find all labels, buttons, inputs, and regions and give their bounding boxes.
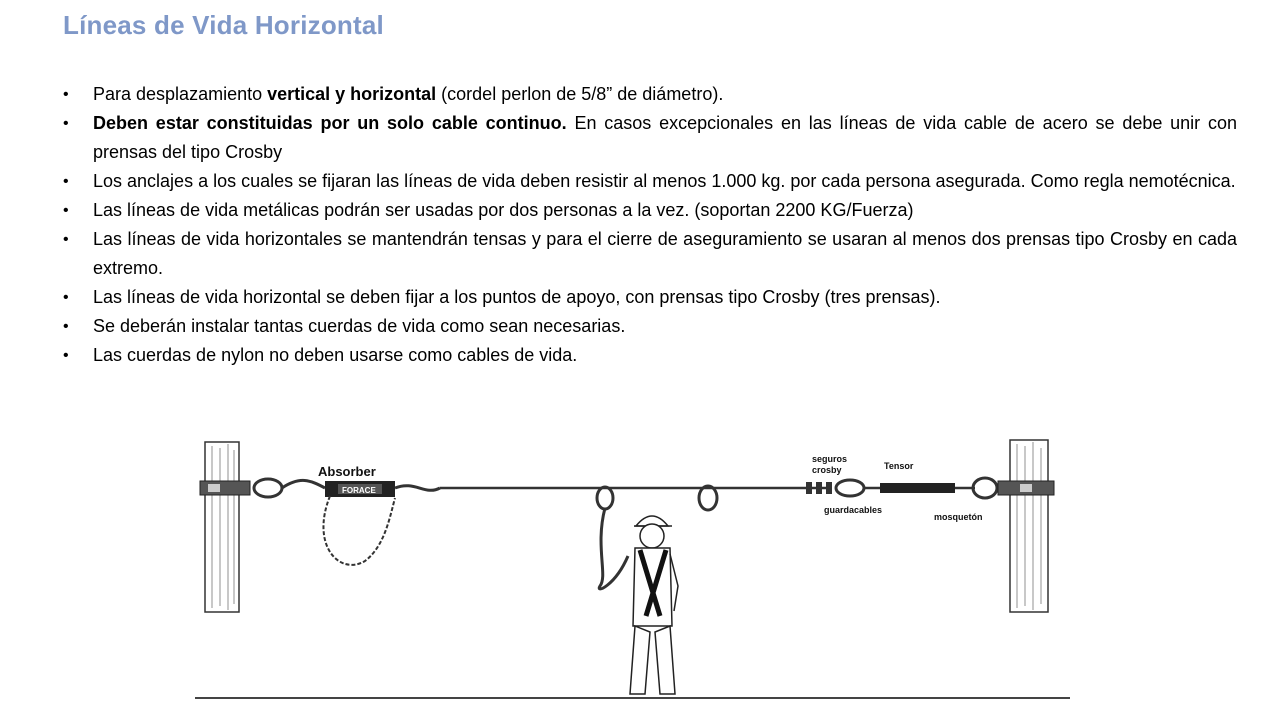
- bullet-item: [63, 109, 1237, 167]
- bullet-item: [63, 341, 1237, 370]
- absorber-slack: [323, 496, 395, 565]
- bullet-dot: •: [63, 86, 69, 103]
- bullet-dot: •: [63, 318, 69, 335]
- bullet-text: Las líneas de vida horizontal se deben fijar a los puntos de apoyo, con prensas tipo Crosby (tres prensas).: [93, 287, 941, 307]
- bullet-item: [63, 80, 1237, 109]
- bullet-text: Las líneas de vida metálicas podrán ser usadas por dos personas a la vez. (soportan 2200 KG/Fuerza): [93, 200, 914, 220]
- bullet-bold-text: vertical y horizontal: [267, 84, 437, 104]
- bullet-bold-text: Deben estar constituidas por un solo cable continuo.: [93, 113, 567, 133]
- left-anchor-strap: [200, 481, 250, 495]
- right-carabiner: [973, 478, 997, 498]
- right-post: [1010, 440, 1048, 612]
- right-anchor-strap: [998, 481, 1054, 495]
- absorber-brand-text: FORACE: [342, 486, 376, 495]
- crosby-clamps: [806, 482, 832, 494]
- guardacables-label: guardacables: [824, 505, 883, 515]
- bullet-text: Las cuerdas de nylon no deben usarse como cables de vida.: [93, 345, 578, 365]
- bullet-text: Las líneas de vida horizontales se mantendrán tensas y para el cierre de aseguramiento se usaran al menos dos prensas tipo Crosby en cada extremo.: [93, 229, 1237, 278]
- bullet-text: (cordel perlon de 5/8” de diámetro).: [436, 84, 724, 104]
- bullet-text: Se deberán instalar tantas cuerdas de vida como sean necesarias.: [93, 316, 626, 336]
- tensor-label: Tensor: [884, 461, 914, 471]
- worker-lanyard: [599, 508, 628, 589]
- bullet-dot: •: [63, 202, 69, 219]
- bullet-dot: •: [63, 347, 69, 364]
- bullet-item: [63, 225, 1237, 283]
- bullet-text: En casos excepcionales en las líneas de vida cable de acero se debe unir con prensas del tipo Crosby: [93, 113, 1237, 162]
- seguros-label: seguros: [812, 454, 848, 464]
- bullet-item: [63, 196, 1237, 225]
- tensor: [864, 483, 975, 493]
- bullet-text: Para desplazamiento: [93, 84, 268, 104]
- mosqueton-label: mosquetón: [934, 512, 983, 522]
- bullet-dot: •: [63, 173, 69, 190]
- absorber-label: Absorber: [318, 464, 376, 479]
- slide-title: Líneas de Vida Horizontal: [63, 10, 384, 40]
- bullet-text: Los anclajes a los cuales se fijaran las líneas de vida deben resistir al menos 1.000 kg. por cada persona asegurada. Como regla nemotécnica.: [93, 171, 1236, 191]
- absorber-pack: [325, 481, 395, 497]
- bullet-dot: •: [63, 231, 69, 248]
- bullet-item: [63, 283, 1237, 312]
- bullet-item: [63, 167, 1237, 196]
- bullet-dot: •: [63, 115, 69, 132]
- lifeline-illustration: [190, 436, 1070, 716]
- worker-figure: [630, 516, 678, 694]
- cable-ring: [699, 486, 717, 510]
- lanyard-left: [282, 480, 325, 488]
- bullet-item: [63, 312, 1237, 341]
- bullet-list: [63, 80, 1237, 370]
- left-carabiner: [254, 479, 282, 497]
- cable-ring: [597, 487, 613, 509]
- lanyard-right: [395, 486, 440, 491]
- left-post: [205, 442, 239, 612]
- crosby-label: crosby: [812, 465, 842, 475]
- bullet-dot: •: [63, 289, 69, 306]
- thimble: [836, 480, 864, 496]
